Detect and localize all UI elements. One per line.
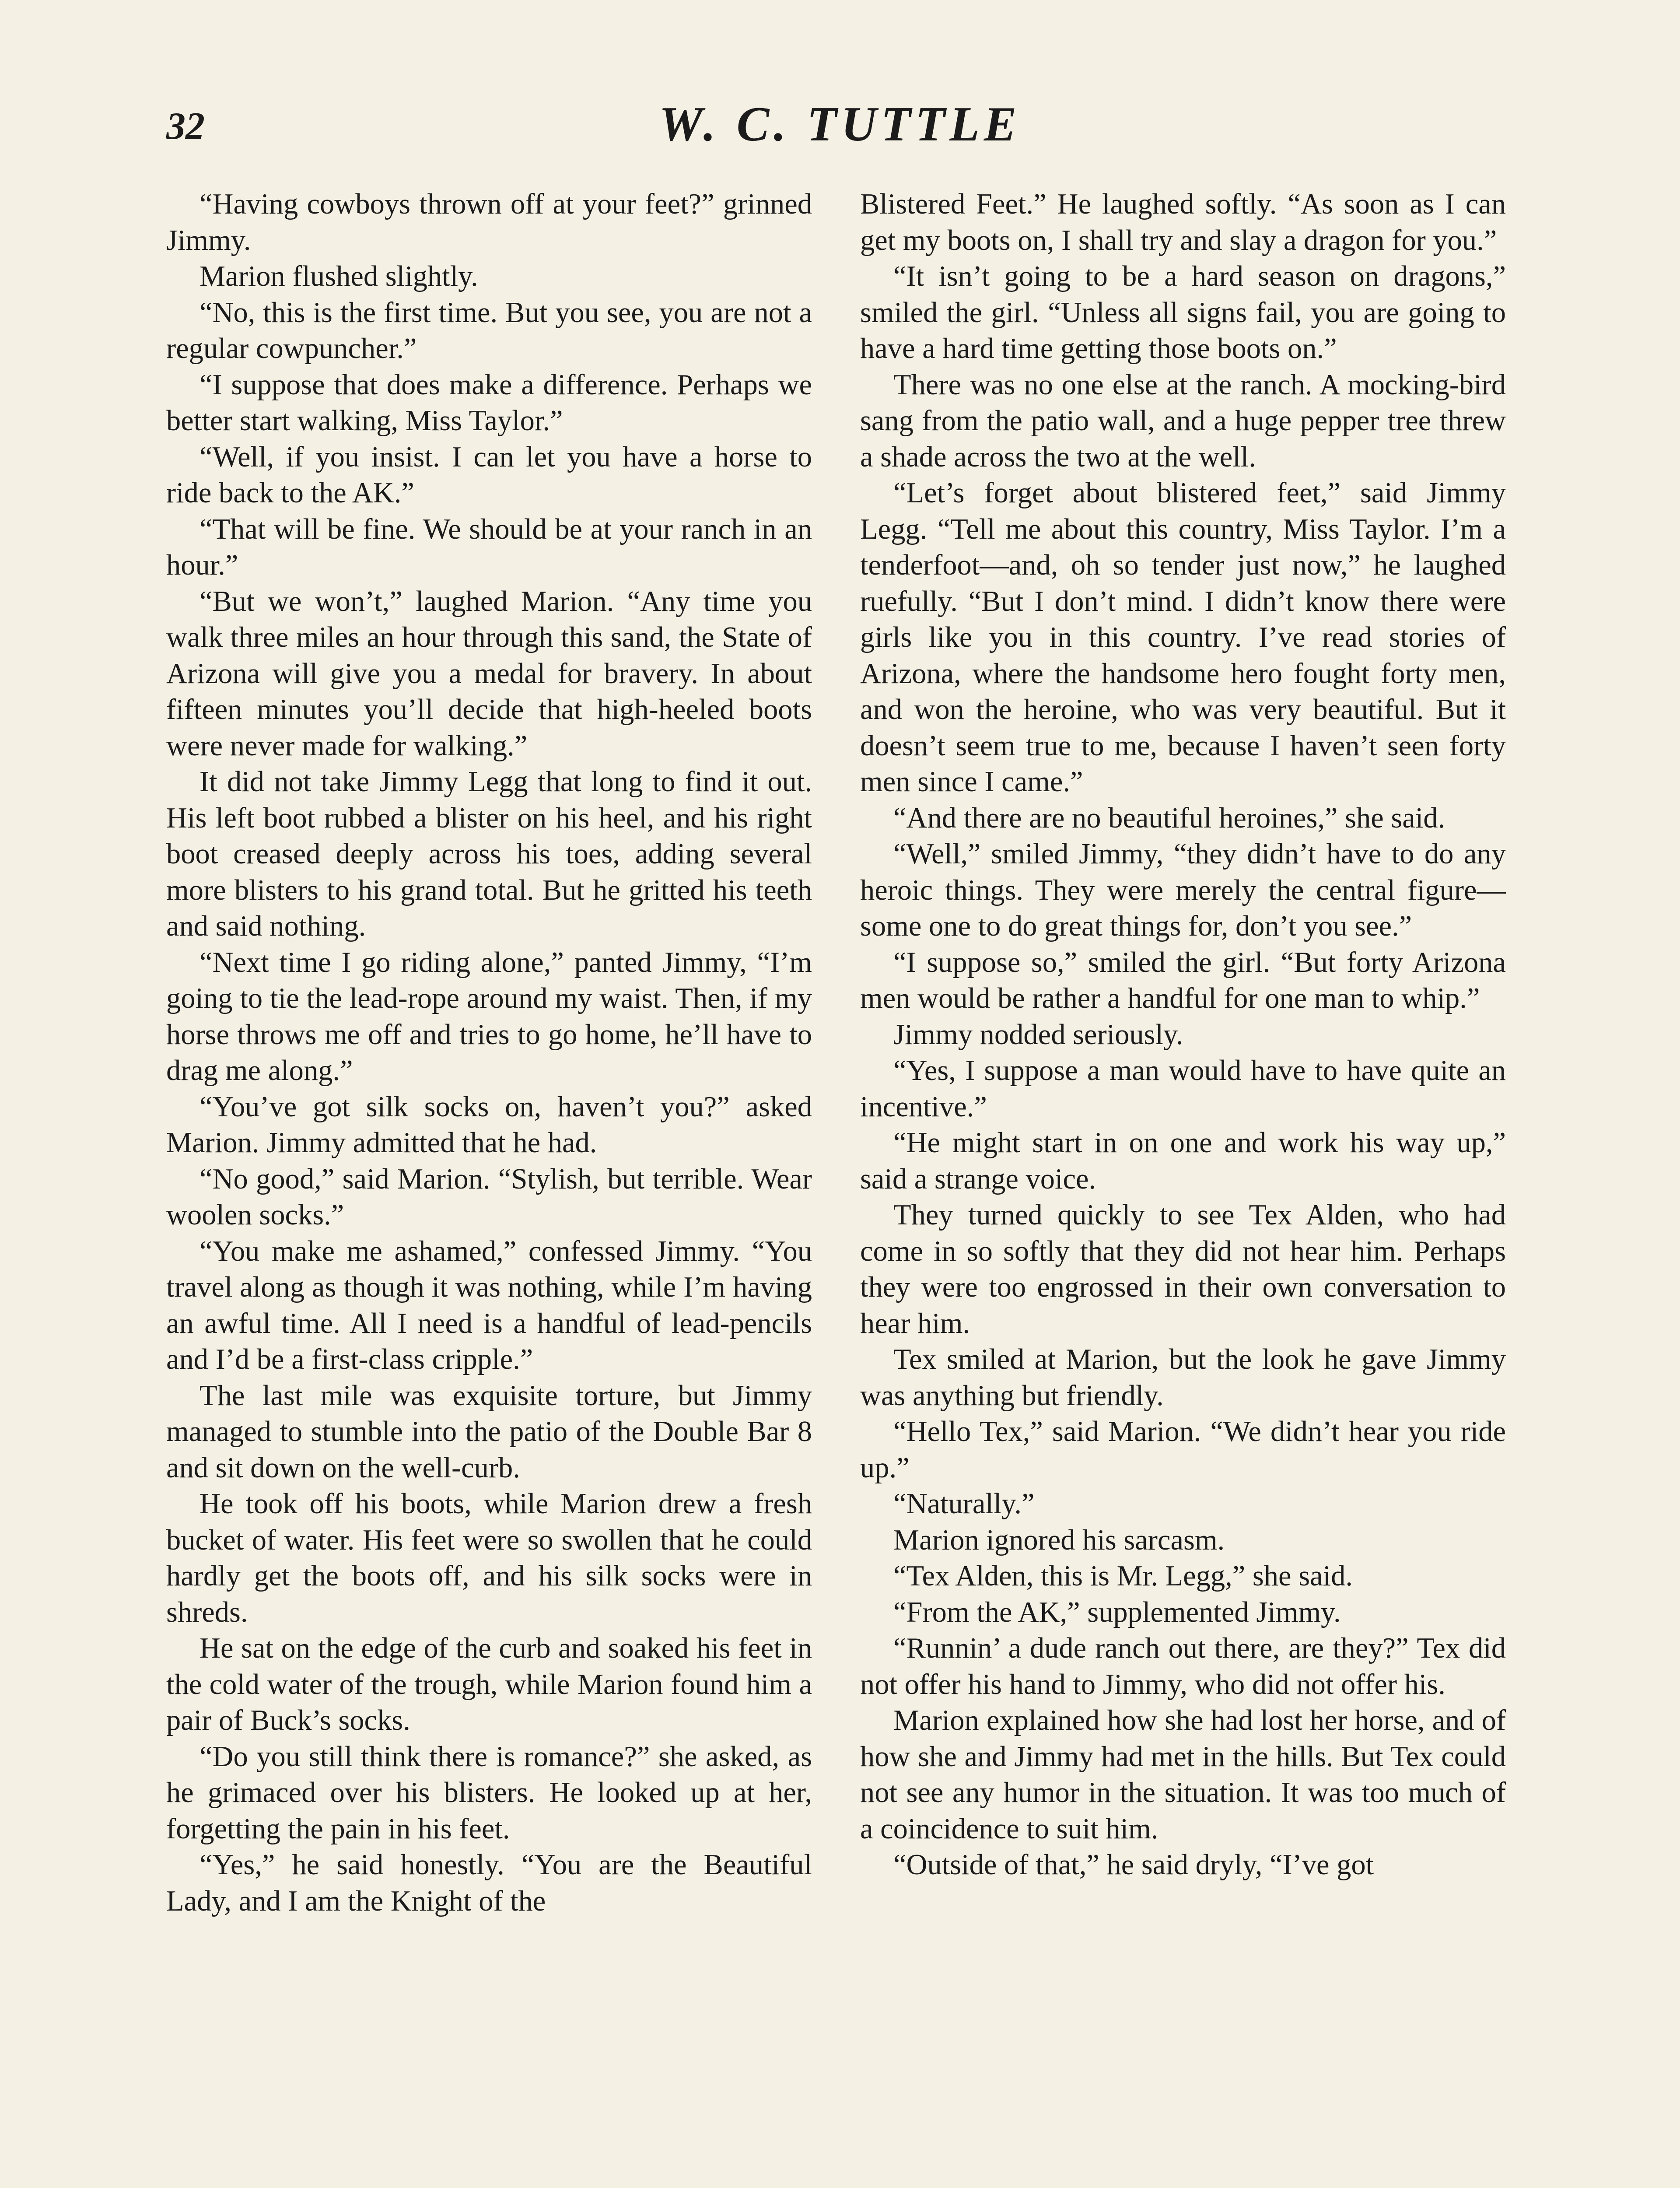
paragraph: Marion ignored his sarcasm. — [893, 1524, 1225, 1556]
paragraph: “Well, if you insist. I can let you have a horse to ride back to the AK.” — [166, 441, 812, 509]
paragraph: “Outside of that,” he said dryly, “I’ve got — [893, 1849, 1374, 1881]
paragraph: “Let’s forget about blistered feet,” said Jimmy Legg. “Tell me about this country, Miss Taylor. I’m a tenderfoot—and, oh so tender just now,” he laughed ruefully. “But I don’t mind. I didn’t know there were girls like you in this country. I’ve read stories of Arizona, where the handsome hero fought forty men, and won the heroine, who was very beautiful. But it doesn’t seem true to me, because I haven’t seen forty men since I came.” — [860, 477, 1506, 798]
paragraph: “Yes, I suppose a man would have to have quite an incentive.” — [860, 1055, 1506, 1123]
paragraph: “He might start in on one and work his way up,” said a strange voice. — [860, 1127, 1506, 1195]
paragraph: “Next time I go riding alone,” panted Jimmy, “I’m going to tie the lead-rope around my waist. Then, if my horse throws me off and tries to go home, he’ll have to drag me along.” — [166, 946, 812, 1087]
page-number: 32 — [166, 105, 205, 147]
paragraph-continuation: Blistered Feet.” He laughed softly. “As soon as I can get my boots on, I shall try and slay a dragon for you.” — [860, 188, 1506, 256]
paragraph: “That will be fine. We should be at your ranch in an hour.” — [166, 513, 812, 581]
paragraph: “Having cowboys thrown off at your feet?” grinned Jimmy. — [166, 188, 812, 256]
paragraph: “You make me ashamed,” confessed Jimmy. “You travel along as though it was nothing, while I’m having an awful time. All I need is a handful of lead-pencils and I’d be a first-class cripple.” — [166, 1235, 812, 1375]
paragraph: “It isn’t going to be a hard season on dragons,” smiled the girl. “Unless all signs fail, you are going to have a hard time getting those boots on.” — [860, 260, 1506, 365]
paragraph: “Hello Tex,” said Marion. “We didn’t hear you ride up.” — [860, 1416, 1506, 1484]
paragraph: He sat on the edge of the curb and soaked his feet in the cold water of the trough, while Marion found him a pair of Buck’s socks. — [166, 1632, 812, 1736]
paragraph: Marion flushed slightly. — [200, 260, 478, 292]
paragraph: Jimmy nodded seriously. — [893, 1018, 1183, 1051]
paragraph: He took off his boots, while Marion drew a fresh bucket of water. His feet were so swollen that he could hardly get the boots off, and his silk socks were in shreds. — [166, 1488, 812, 1628]
paragraph: “Yes,” he said honestly. “You are the Beautiful Lady, and I am the Knight of the — [166, 1849, 812, 1917]
paragraph: “And there are no beautiful heroines,” she said. — [893, 802, 1446, 834]
paragraph: “I suppose so,” smiled the girl. “But forty Arizona men would be rather a handful for one man to whip.” — [860, 946, 1506, 1014]
paragraph: The last mile was exquisite torture, but Jimmy managed to stumble into the patio of the Double Bar 8 and sit down on the well-curb. — [166, 1379, 812, 1484]
paragraph: “Well,” smiled Jimmy, “they didn’t have to do any heroic things. They were merely the central figure—some one to do great things for, don’t you see.” — [860, 838, 1506, 942]
running-head: W. C. TUTTLE — [659, 97, 1021, 151]
paragraph: “Do you still think there is romance?” she asked, as he grimaced over his blisters. He looked up at her, forgetting the pain in his feet. — [166, 1740, 812, 1845]
paragraph: “No, this is the first time. But you see, you are not a regular cowpuncher.” — [166, 296, 812, 365]
page-header — [166, 96, 1514, 158]
paragraph: “No good,” said Marion. “Stylish, but terrible. Wear woolen socks.” — [166, 1163, 812, 1231]
paragraph: “From the AK,” supplemented Jimmy. — [893, 1596, 1341, 1628]
paragraph: “Tex Alden, this is Mr. Legg,” she said. — [893, 1560, 1353, 1592]
paragraph: It did not take Jimmy Legg that long to find it out. His left boot rubbed a blister on his heel, and his right boot creased deeply across his toes, adding several more blisters to his grand total. But he gritted his teeth and said nothing. — [166, 766, 812, 942]
paragraph: “Runnin’ a dude ranch out there, are they?” Tex did not offer his hand to Jimmy, who did not offer his. — [860, 1632, 1506, 1701]
paragraph: Tex smiled at Marion, but the look he gave Jimmy was anything but friendly. — [860, 1343, 1506, 1412]
paragraph: “You’ve got silk socks on, haven’t you?” asked Marion. Jimmy admitted that he had. — [166, 1090, 812, 1159]
paragraph: There was no one else at the ranch. A mocking-bird sang from the patio wall, and a huge pepper tree threw a shade across the two at the well. — [860, 368, 1506, 473]
left-column — [166, 186, 812, 2188]
paragraph: “Naturally.” — [893, 1488, 1035, 1520]
paragraph: Marion explained how she had lost her horse, and of how she and Jimmy had met in the hills. But Tex could not see any humor in the situation. It was too much of a coincidence to suit him. — [860, 1704, 1506, 1845]
right-column — [860, 186, 1506, 2188]
paragraph: “But we won’t,” laughed Marion. “Any time you walk three miles an hour through this sand, the State of Arizona will give you a medal for bravery. In about fifteen minutes you’ll decide that high-heeled boots were never made for walking.” — [166, 585, 812, 762]
paragraph: “I suppose that does make a difference. Perhaps we better start walking, Miss Taylor.” — [166, 368, 812, 437]
paragraph: They turned quickly to see Tex Alden, who had come in so softly that they did not hear him. Perhaps they were too engrossed in their own conversation to hear him. — [860, 1199, 1506, 1339]
